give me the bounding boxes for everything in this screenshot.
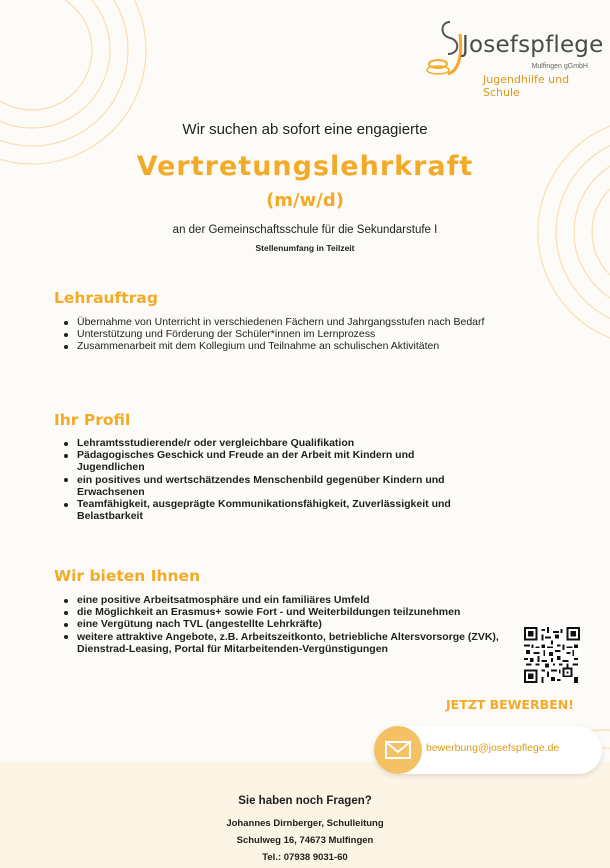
list-item: Unterstützung und Förderung der Schüler*innen im Lernprozess (62, 328, 502, 340)
qr-code-icon[interactable] (524, 627, 580, 683)
lehrauftrag-list (62, 316, 502, 353)
list-item: Teamfähigkeit, ausgeprägte Kommunikationsfähigkeit, Zuverlässigkeit und Belastbarkeit (62, 498, 482, 522)
apply-now-label: JETZT BEWERBEN! (446, 697, 574, 712)
envelope-icon (374, 726, 422, 774)
list-item: weitere attraktive Angebote, z.B. Arbeitszeitkonto, betriebliche Altersvorsorge (ZVK), Dienstrad-Leasing, Portal für Mitarbeitenden-Vergünstigungen (62, 631, 502, 655)
job-title: Vertretungslehrkraft (136, 151, 474, 182)
list-item: Zusammenarbeit mit dem Kollegium und Teilnahme an schulischen Aktivitäten (62, 340, 502, 352)
school-line: an der Gemeinschaftsschule für die Sekundarstufe I (172, 224, 438, 236)
intro-text: Wir suchen ab sofort eine engagierte (182, 121, 428, 138)
logo-subline: Mulfingen gGmbH (531, 63, 588, 70)
list-item: eine Vergütung nach TVL (angestellte Lehrkräfte) (62, 618, 502, 630)
list-item: Übernahme von Unterricht in verschiedenen Fächern und Jahrgangsstufen nach Bedarf (62, 316, 502, 328)
list-item: eine positive Arbeitsatmosphäre und ein familiäres Umfeld (62, 594, 502, 606)
bieten-list (62, 594, 502, 655)
scope-line: Stellenumfang in Teilzeit (255, 243, 355, 253)
profil-list (62, 437, 482, 522)
footer-address: Schulweg 16, 74673 Mulfingen (236, 835, 374, 846)
footer-phone: Tel.: 07938 9031-60 (262, 852, 348, 863)
email-address[interactable]: bewerbung@josefspflege.de (426, 742, 560, 754)
email-button[interactable] (374, 726, 602, 774)
footer-contact: Johannes Dirnberger, Schulleitung (226, 818, 384, 829)
job-gender: (m/w/d) (266, 190, 344, 211)
section-heading-bieten: Wir bieten Ihnen (54, 567, 201, 585)
list-item: Lehramtsstudierende/r oder vergleichbare Qualifikation (62, 437, 482, 449)
footer-question: Sie haben noch Fragen? (238, 795, 372, 807)
section-heading-profil: Ihr Profil (54, 411, 131, 429)
josefspflege-logo (422, 14, 604, 99)
section-heading-lehrauftrag: Lehrauftrag (54, 289, 158, 307)
logo-name: Josefspflege (462, 32, 604, 58)
logo-tagline: Jugendhilfe und Schule (483, 73, 570, 99)
list-item: Pädagogisches Geschick und Freude an der Arbeit mit Kindern und Jugendlichen (62, 449, 482, 473)
list-item: die Möglichkeit an Erasmus+ sowie Fort - und Weiterbildungen teilzunehmen (62, 606, 502, 618)
list-item: ein positives und wertschätzendes Menschenbild gegenüber Kindern und Erwachsenen (62, 474, 482, 498)
